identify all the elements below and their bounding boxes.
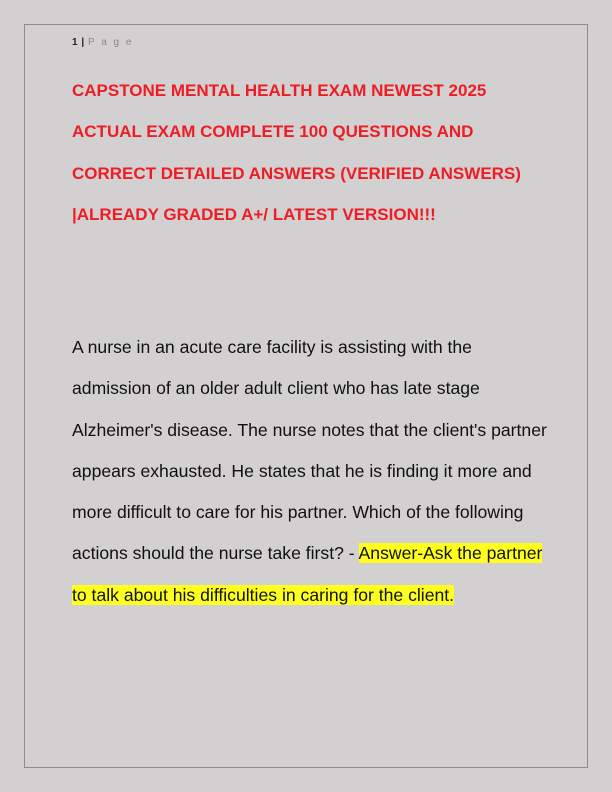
document-page [24,24,588,768]
page-label: P a g e [87,37,134,48]
page-number: 1 [72,37,78,48]
answer-text: Answer-Ask the partner to talk about his difficulties in caring for the client. [72,543,543,605]
page-separator: | [81,37,85,48]
page-header [72,37,133,48]
question-block [72,327,552,616]
question-text: A nurse in an acute care facility is assisting with the admission of an older adult client who has late stage Alzheimer's disease. The nurse notes that the client's partner appears exhausted. He states that he is finding it more and more difficult to care for his partner. Which of the following actions should the nurse take first? - [72,337,547,564]
document-title: CAPSTONE MENTAL HEALTH EXAM NEWEST 2025 ACTUAL EXAM COMPLETE 100 QUESTIONS AND CORRECT DETAILED ANSWERS (VERIFIED ANSWERS) |ALREADY GRADED A+/ LATEST VERSION!!! [72,81,521,224]
